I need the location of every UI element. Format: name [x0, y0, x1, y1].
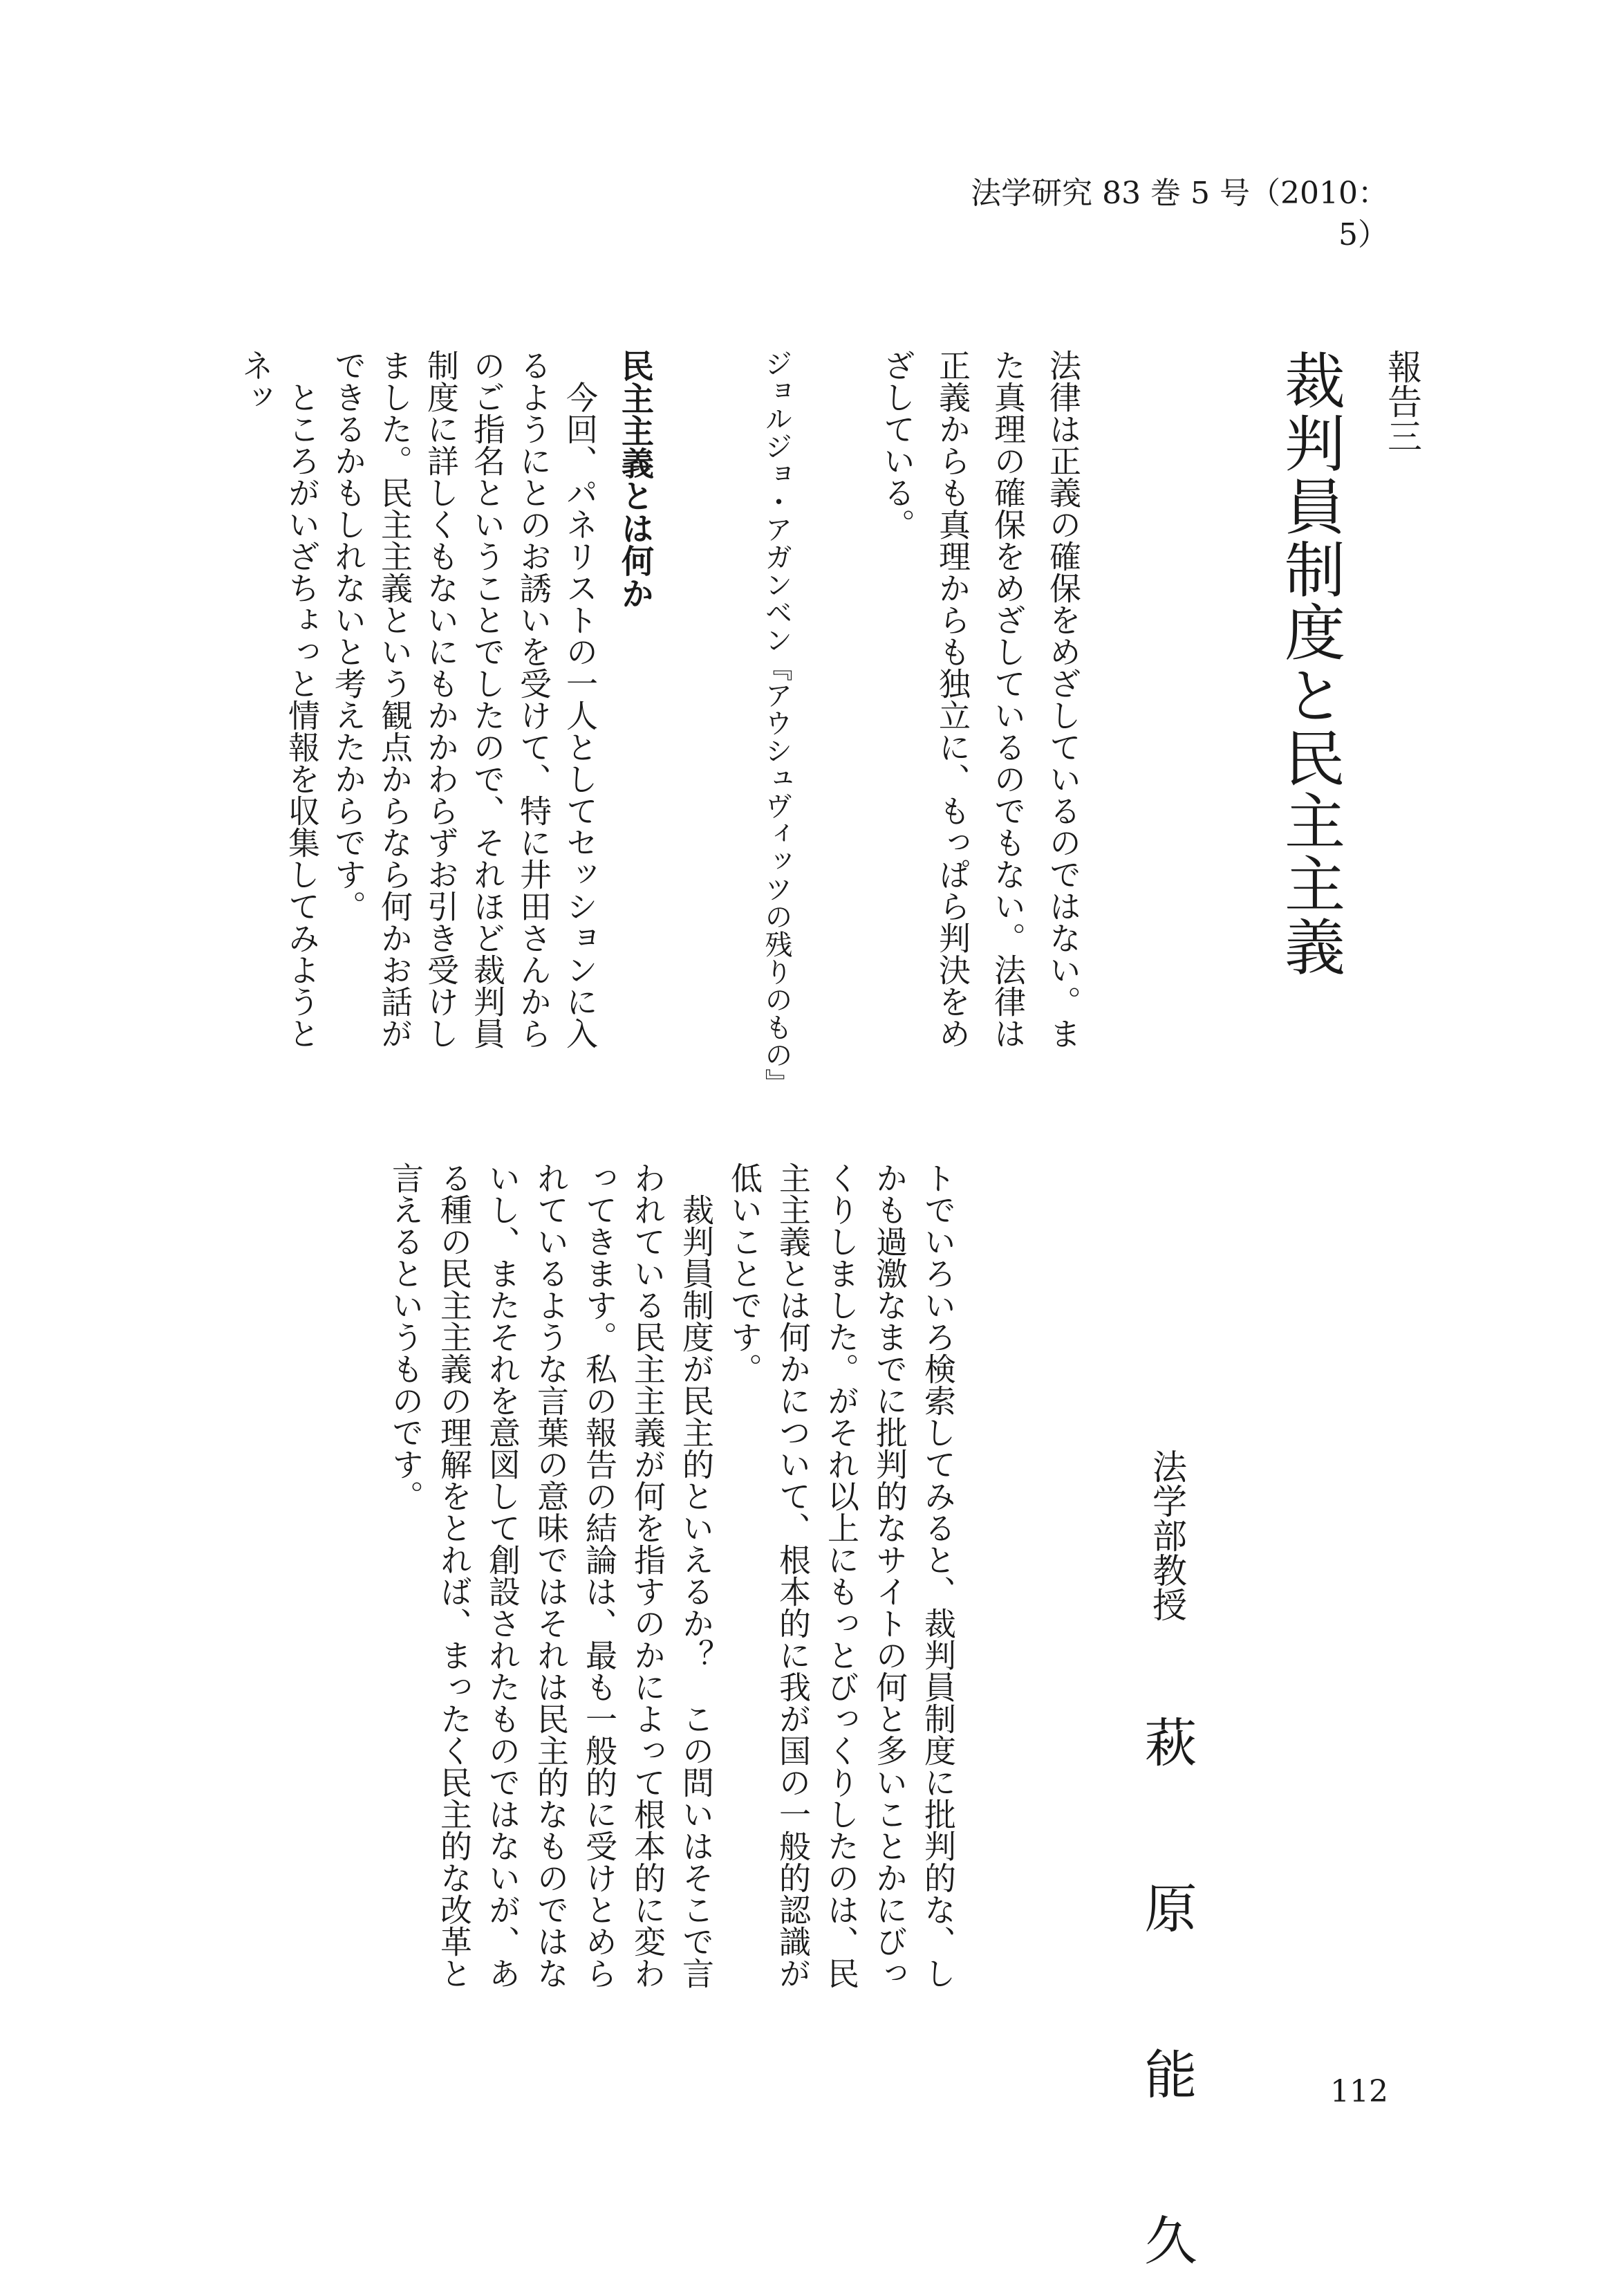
- body-text-lower: トでいろいろ検索してみると、裁判員制度に批判的な、しかも過激なまでに批判的なサイトの何と多いことかにびっくりしました。がそれ以上にもっとびっくりしたのは、民主主義とは何かについて、根本的に我が国の一般的認識が低いことです。 裁判員制度が民主的といえるか？ この問いはそこで言われている民主主義が何を指すのかによって根本的に変わってきます。私の報告の結論は、最も一般的に受けとめられているような言葉の意味ではそれは民主的なものではないし、またそれを意図して創設されたものではないが、ある種の民主主義の理解をとれば、まったく民主的な改革と言えるというものです。: [387, 1162, 957, 1989]
- section-heading: 民主主義とは何か: [616, 349, 654, 609]
- epigraph-text: 法律は正義の確保をめざしているのではない。また真理の確保をめざしているのでもない。法律は正義からも真理からも独立に、もっぱら判決をめざしている。: [879, 349, 1082, 1049]
- author-name: 萩 原 能 久: [1136, 1715, 1197, 2296]
- article-title: 裁判員制度と民主主義: [1275, 349, 1346, 979]
- body-text-upper: 今回、パネリストの一人としてセッションに入るようにとのお誘いを受けて、特に井田さんからのご指名ということでしたので、それほど裁判員制度に詳しくもないにもかかわらずお引き受けしました。民主主義という観点からなら何かお話ができるかもしれないと考えたからです。 ところがいざちょっと情報を収集してみようとネッ: [237, 349, 599, 1049]
- journal-info: 法学研究 83 巻 5 号（2010：5）: [971, 176, 1388, 252]
- report-kicker: 報告三: [1382, 349, 1422, 453]
- page-number: 112: [1330, 2074, 1388, 2109]
- epigraph-source: ジョルジョ・アガンベン『アウシュヴィッツの残りのもの』: [760, 349, 792, 1096]
- author-department: 法学部教授: [1147, 1449, 1187, 1622]
